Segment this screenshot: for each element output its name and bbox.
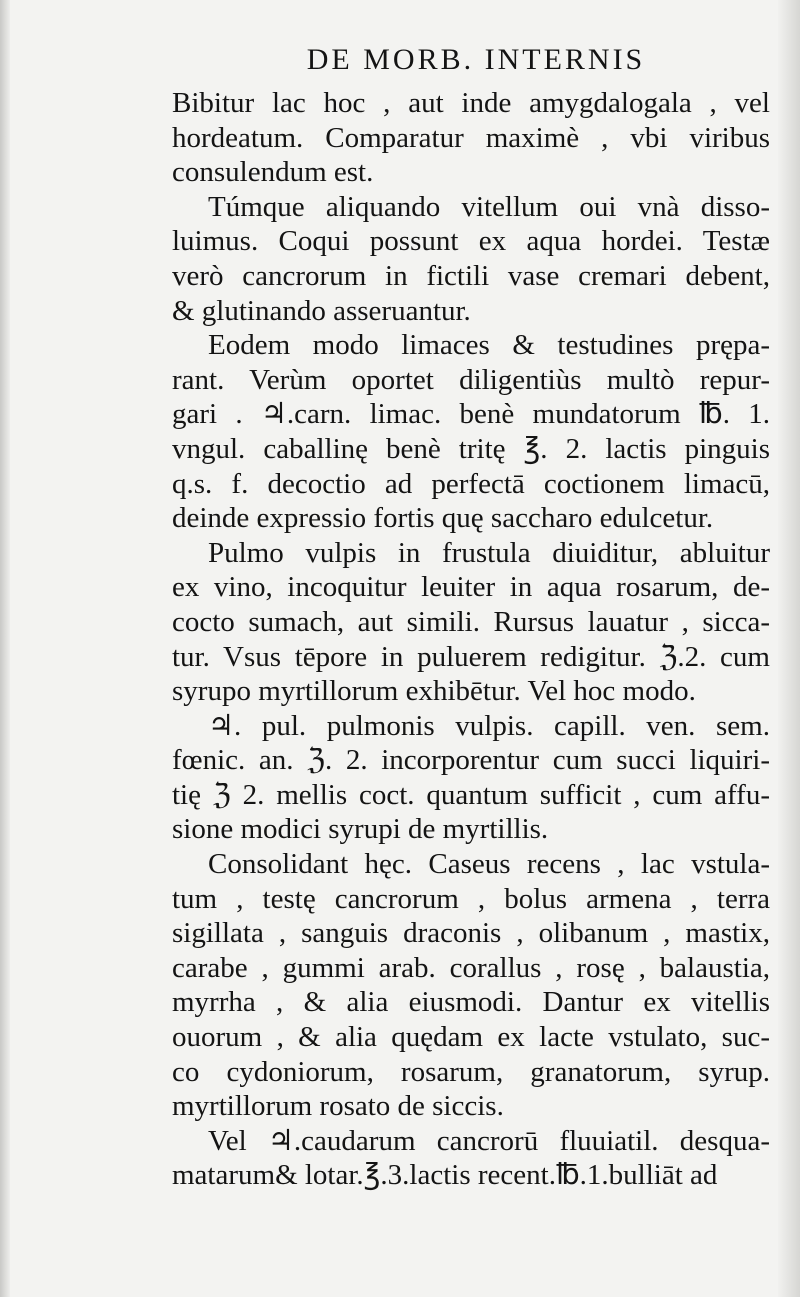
text-line: ouorum , & alia quędam ex lacte vstulato, suc- [172,1021,770,1054]
paragraph [172,847,770,1124]
page-gutter-right [778,0,800,1297]
body-text [172,86,770,1193]
text-line: deinde expressio fortis quę saccharo edulcetur. [172,502,714,535]
text-line: Pulmo vulpis in frustula diuiditur, abluitur [208,536,770,569]
text-line: myrtillorum rosato de siccis. [172,1090,504,1123]
text-line: fœnic. an. ℨ. 2. incorporentur cum succi liquiri- [172,744,770,777]
text-line: tię ℨ 2. mellis coct. quantum sufficit , cum affu- [172,778,770,811]
text-line: tum , testę cancrorum , bolus armena , terra [172,882,770,915]
text-line: vngul. caballinę benè tritę ℥. 2. lactis pinguis [172,432,770,465]
text-line: Consolidant hęc. Caseus recens , lac vstula- [208,848,770,881]
paragraph [172,1124,770,1193]
paragraph [172,328,770,536]
text-line: gari . ♃.carn. limac. benè mundatorum ℔. 1. [172,398,770,431]
text-line: Eodem modo limaces & testudines prępa- [208,329,770,362]
page-gutter-left [0,0,10,1297]
text-line: cocto sumach, aut simili. Rursus lauatur , sicca- [172,605,770,638]
running-head: DE MORB. INTERNIS [306,43,646,76]
text-line: matarum& lotar.℥.3.lactis recent.℔.1.bulliāt ad [172,1159,718,1192]
text-line: ex vino, incoquitur leuiter in aqua rosarum, de- [172,571,770,604]
text-line: co cydoniorum, rosarum, granatorum, syrup. [172,1055,770,1088]
text-line: & glutinando asseruantur. [172,294,471,327]
text-line: syrupo myrtillorum exhibētur. Vel hoc modo. [172,675,696,708]
text-line: sione modici syrupi de myrtillis. [172,813,549,846]
text-line: tur. Vsus tēpore in puluerem redigitur. ℨ.2. cum [172,640,770,673]
text-line: consulendum est. [172,156,374,189]
text-line: sigillata , sanguis draconis , olibanum , mastix, [172,917,770,950]
text-line: carabe , gummi arab. corallus , rosę , balaustia, [172,951,770,984]
paragraph [172,536,770,709]
text-line: ♃. pul. pulmonis vulpis. capill. ven. sem. [208,709,770,742]
paragraph [172,709,770,847]
text-line: hordeatum. Comparatur maximè , vbi viribus [172,121,770,154]
text-line: q.s. f. decoctio ad perfectā coctionem limacū, [172,467,770,500]
paragraph [172,86,770,190]
text-line: verò cancrorum in fictili vase cremari debent, [172,259,770,292]
book-page [172,38,770,1193]
text-line: Vel ♃.caudarum cancrorū fluuiatil. desqua- [208,1124,770,1157]
text-line: rant. Verùm oportet diligentiùs multò repur- [172,363,770,396]
text-line: Túmque aliquando vitellum oui vnà disso- [208,190,770,223]
text-line: luimus. Coqui possunt ex aqua hordei. Testæ [172,225,770,258]
text-line: Bibitur lac hoc , aut inde amygdalogala , vel [172,87,770,119]
paragraph [172,190,770,328]
text-line: myrrha , & alia eiusmodi. Dantur ex vitellis [172,986,770,1019]
